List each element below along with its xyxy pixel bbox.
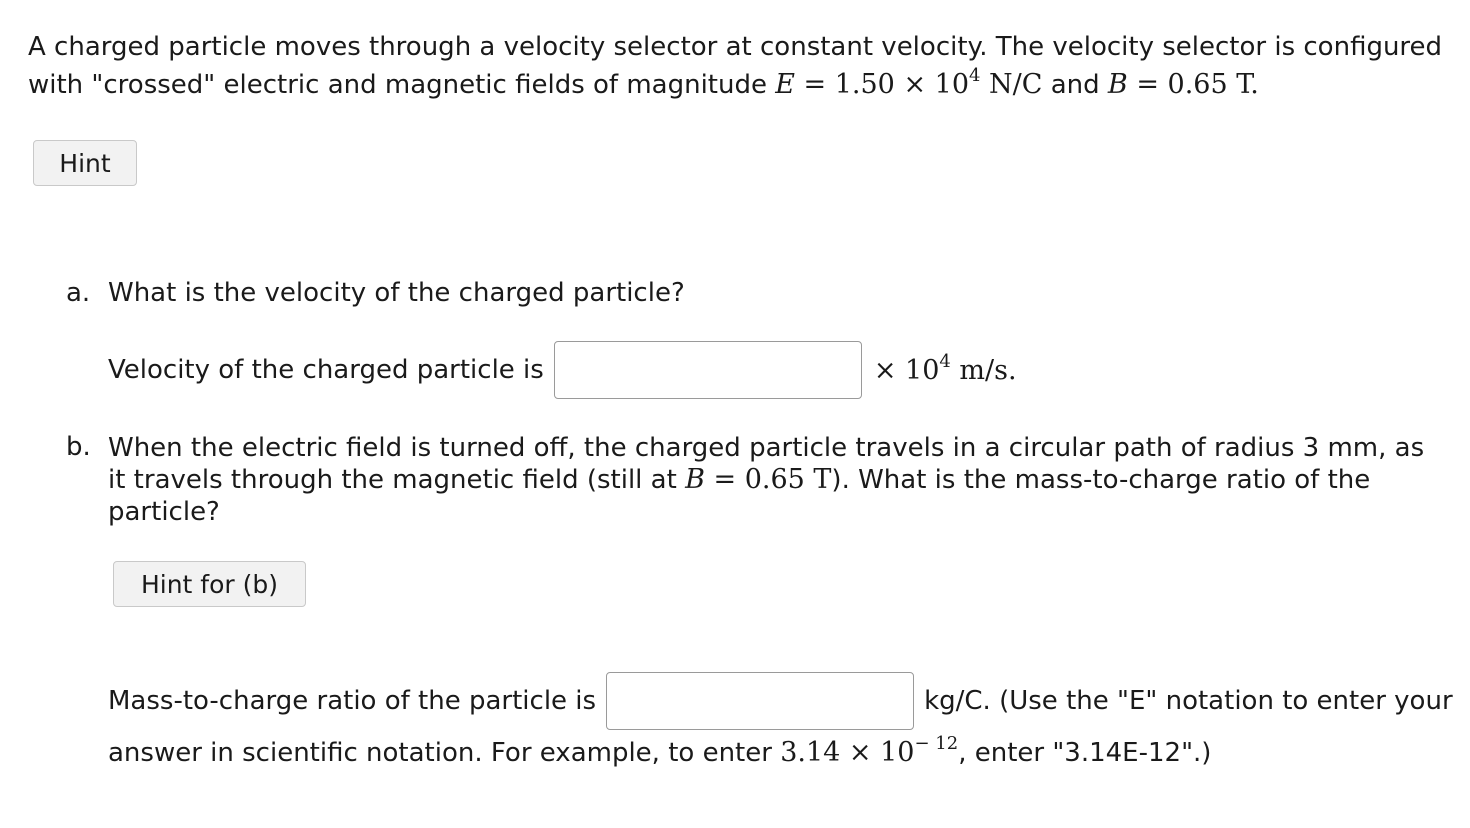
b-field-expression (1108, 69, 1259, 100)
hint-button[interactable]: Hint (33, 140, 137, 186)
part-b-letter: b. (66, 432, 91, 462)
part-b-b-expression (685, 464, 831, 495)
part-b-b-value: = 0.65 T (704, 464, 832, 495)
velocity-unit-suffix: m/s. (950, 354, 1017, 386)
mass-input[interactable] (606, 672, 914, 730)
example-exponent: − 12 (914, 733, 959, 754)
instructions-before: answer in scientific notation. For example, to enter (108, 738, 781, 768)
mass-unit-text: kg/C. (Use the "E" notation to enter your (924, 686, 1453, 716)
b-value: = 0.65 T. (1127, 69, 1259, 100)
mass-label: Mass-to-charge ratio of the particle is (108, 686, 597, 716)
mass-answer-row (108, 672, 1453, 730)
b-symbol: B (1107, 69, 1128, 100)
e-unit: N/C (980, 69, 1043, 100)
intro-and: and (1042, 70, 1108, 100)
e-symbol: E (775, 69, 795, 100)
velocity-unit-exponent: 4 (939, 350, 951, 372)
e-exponent: 4 (969, 65, 981, 86)
velocity-unit-prefix: × 10 (873, 354, 940, 386)
hint-b-button[interactable]: Hint for (b) (113, 561, 306, 607)
e-field-expression (775, 65, 1043, 100)
part-b-b-symbol: B (685, 464, 705, 495)
part-b-question-after: ). What is the mass-to-charge ratio of the particle? (108, 465, 1371, 527)
e-value: = 1.50 × 10 (794, 69, 970, 100)
instructions-after: , enter "3.14E-12".) (958, 738, 1212, 768)
part-a-letter: a. (66, 278, 91, 308)
velocity-unit (873, 350, 1017, 386)
intro-text: A charged particle moves through a velocity selector at constant velocity. The velocity selector is configured with "crossed" electric and magnetic fields of magnitude (28, 32, 1443, 100)
velocity-input[interactable] (554, 341, 862, 399)
part-b-question (108, 432, 1438, 528)
velocity-label: Velocity of the charged particle is (108, 355, 544, 385)
part-b-question-before: When the electric field is turned off, the charged particle travels in a circular path of radius 3 mm, as it travels through the magnetic field (still at (108, 433, 1425, 495)
example-expression (780, 733, 959, 768)
part-a-question: What is the velocity of the charged particle? (108, 278, 685, 308)
velocity-answer-row (108, 341, 1017, 399)
problem-intro (28, 28, 1448, 104)
example-math: 3.14 × 10 (780, 737, 915, 768)
mass-instructions (108, 733, 1212, 768)
